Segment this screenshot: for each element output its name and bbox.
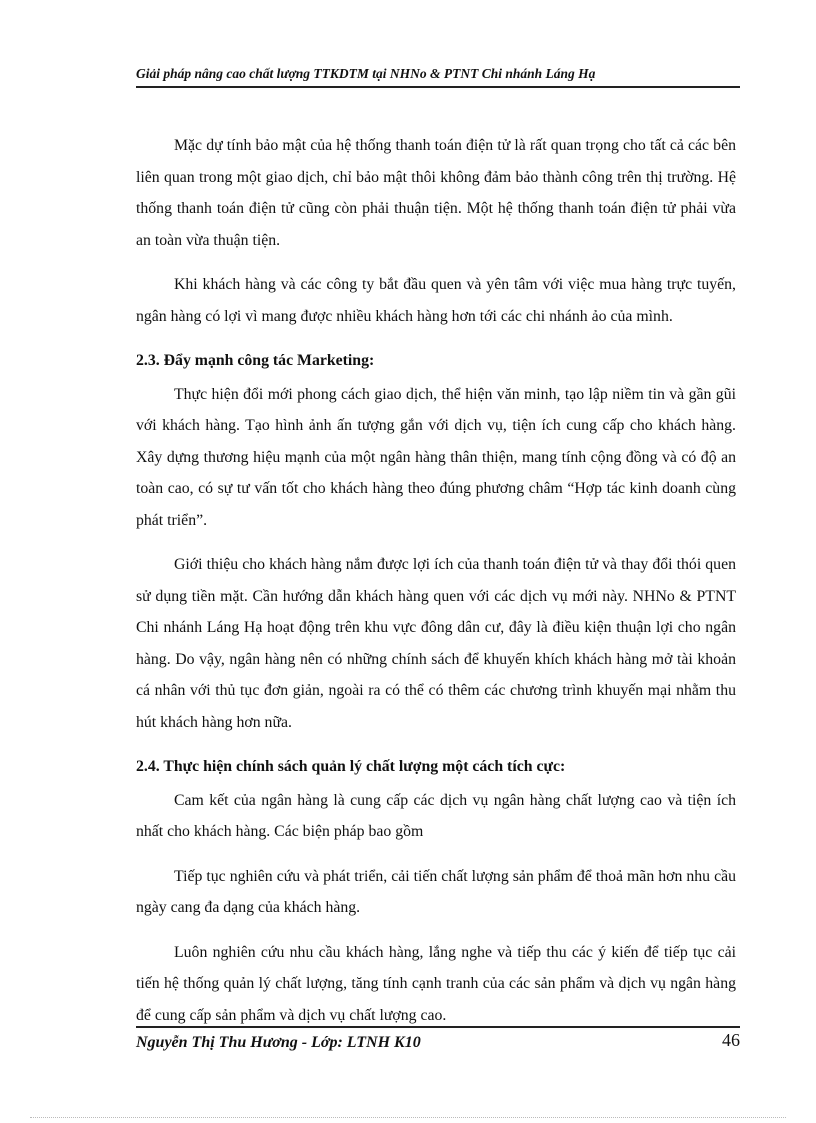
paragraph-quality: Luôn nghiên cứu nhu cầu khách hàng, lắng nghe và tiếp thu các ý kiến để tiếp tục cải tiến hệ thống quản lý chất lượng, tăng tính cạnh tranh của các sản phẩm và dịch vụ ngân hàng để cung cấp sản phẩm và dịch vụ chất lượng cao. — [136, 943, 736, 1024]
page-number: 46 — [722, 1030, 740, 1050]
paragraph-customer-intro: Giới thiệu cho khách hàng nắm được lợi ích của thanh toán điện tử và thay đổi thói quen sử dụng tiền mặt. Cần hướng dẫn khách hàng quen với các dịch vụ mới này. NHNo & PTNT Chi nhánh Láng Hạ hoạt động trên khu vực đông dân cư, đây là điều kiện thuận lợi cho ngân hàng. Do vậy, ngân hàng nên có những chính sách để khuyến khích khách hàng mở tài khoản cá nhân với thủ tục đơn giản, ngoài ra có thể có thêm các chương trình khuyến mại nhằm thu hút khách hàng hơn nữa. — [136, 556, 736, 731]
section-heading-2-4: 2.4. Thực hiện chính sách quản lý chất lượng một cách tích cực: — [136, 758, 566, 775]
paragraph-security: Mặc dự tính bảo mật của hệ thống thanh toán điện tử là rất quan trọng cho tất cả các bên liên quan trong một giao dịch, chỉ bảo mật thôi không đảm bảo thành công trên thị trường. Hệ thống thanh toán điện tử cũng còn phải thuận tiện. Một hệ thống thanh toán điện tử phải vừa an toàn vừa thuận tiện. — [136, 137, 736, 249]
paragraph-marketing: Thực hiện đổi mới phong cách giao dịch, thể hiện văn minh, tạo lập niềm tin và gần gũi với khách hàng. Tạo hình ảnh ấn tượng gắn với dịch vụ, tiện ích cung cấp cho khách hàng. Xây dựng thương hiệu mạnh của một ngân hàng thân thiện, mang tính cộng đồng và có độ an toàn cao, có sự tư vấn tốt cho khách hàng theo đúng phương châm “Hợp tác kinh doanh cùng phát triển”. — [136, 385, 736, 529]
document-body — [136, 130, 736, 1044]
footer-author: Nguyễn Thị Thu Hương - Lớp: LTNH K10 — [136, 1034, 421, 1051]
running-header: Giải pháp nâng cao chất lượng TTKDTM tại NHNo & PTNT Chi nhánh Láng Hạ — [136, 66, 740, 88]
section-heading-2-3: 2.3. Đẩy mạnh công tác Marketing: — [136, 352, 375, 369]
paragraph-research: Tiếp tục nghiên cứu và phát triển, cải tiến chất lượng sản phẩm để thoả mãn hơn nhu cầu ngày cang đa dạng của khách hàng. — [136, 867, 736, 916]
paragraph-online-shopping: Khi khách hàng và các công ty bắt đầu quen và yên tâm với việc mua hàng trực tuyến, ngân hàng có lợi vì mang được nhiều khách hàng hơn tới các chi nhánh ảo của mình. — [136, 276, 736, 325]
page-footer — [136, 1026, 740, 1060]
paragraph-commitment: Cam kết của ngân hàng là cung cấp các dịch vụ ngân hàng chất lượng cao và tiện ích nhất cho khách hàng. Các biện pháp bao gồm — [136, 791, 736, 840]
page-bottom-edge — [30, 1117, 786, 1118]
